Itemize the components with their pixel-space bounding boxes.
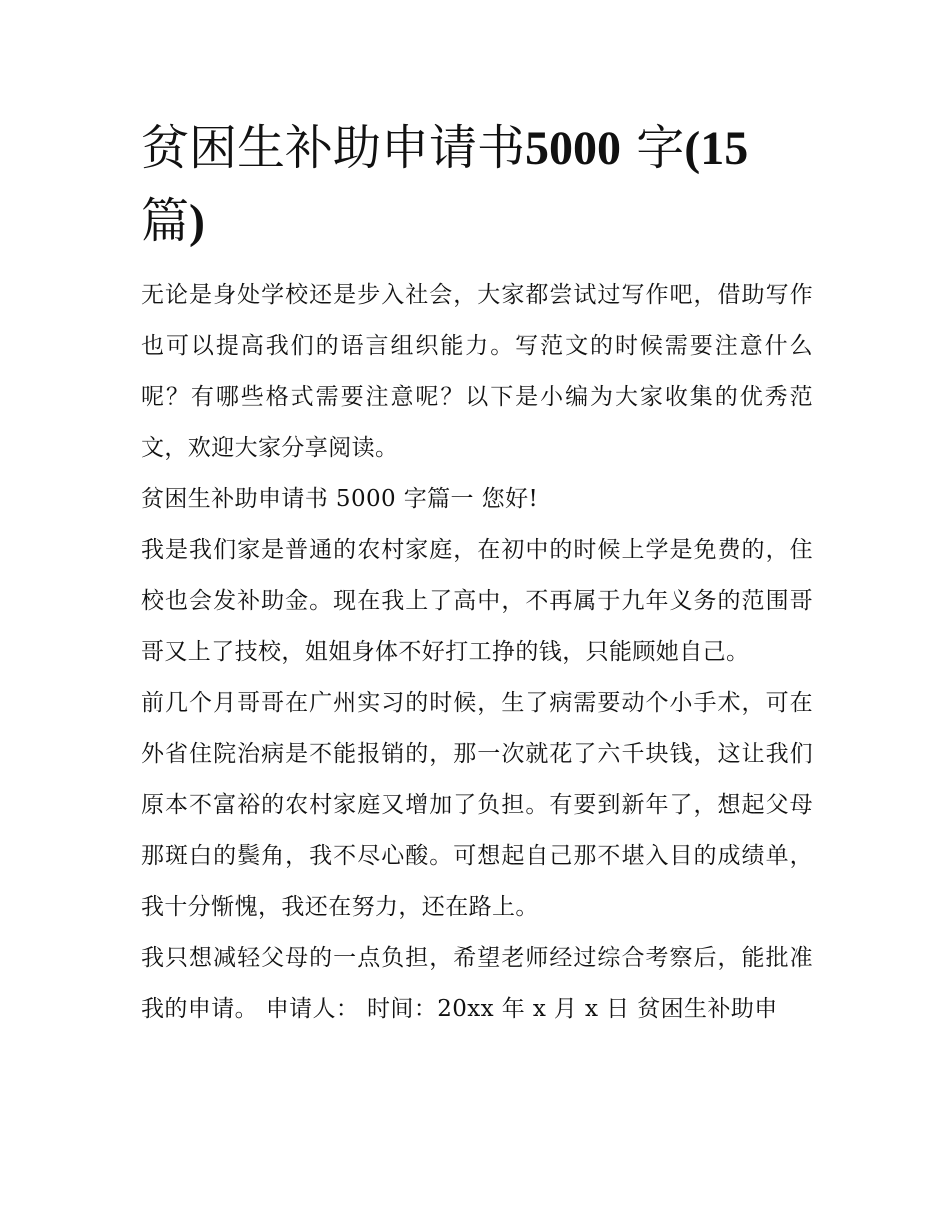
section-heading-paragraph: 贫困生补助申请书 5000 字篇一 您好! (141, 486, 539, 512)
title-count: (15 (684, 122, 749, 175)
title-number: 5000 (525, 122, 622, 175)
title-text-1: 贫困生补助申请书 (141, 120, 526, 176)
title-text-3: 篇 (141, 193, 190, 249)
body-paragraph-family: 我是我们家是普通的农村家庭，在初中的时候上学是免费的，住校也会发补助金。现在我上了高中，不再属于九年义务的范围哥哥又上了技校，姐姐身体不好打工挣的钱，只能顾她自己。 (141, 537, 813, 665)
intro-paragraph: 无论是身处学校还是步入社会，大家都尝试过写作吧，借助写作也可以提高我们的语言组织能力。写范文的时候需要注意什么呢？有哪些格式需要注意呢？以下是小编为大家收集的优秀范文，欢迎大家分享阅读。 (141, 282, 813, 461)
document-page (141, 112, 813, 1035)
title-text-2: 字 (621, 120, 685, 176)
document-title: 贫困生补助申请书5000 字(15 篇) (141, 120, 749, 249)
body-paragraph-brother: 前几个月哥哥在广州实习的时候，生了病需要动个小手术，可在外省住院治病是不能报销的，那一次就花了六千块钱，这让我们原本不富裕的农村家庭又增加了负担。有要到新年了，想起父母那斑白的鬓角，我不尽心酸。可想起自己那不堪入目的成绩单，我十分惭愧，我还在努力，还在路上。 (141, 690, 813, 920)
body-paragraph-request: 我只想减轻父母的一点负担，希望老师经过综合考察后，能批准我的申请。 申请人： 时间：20xx 年 x 月 x 日 贫困生补助申 (141, 945, 813, 1022)
